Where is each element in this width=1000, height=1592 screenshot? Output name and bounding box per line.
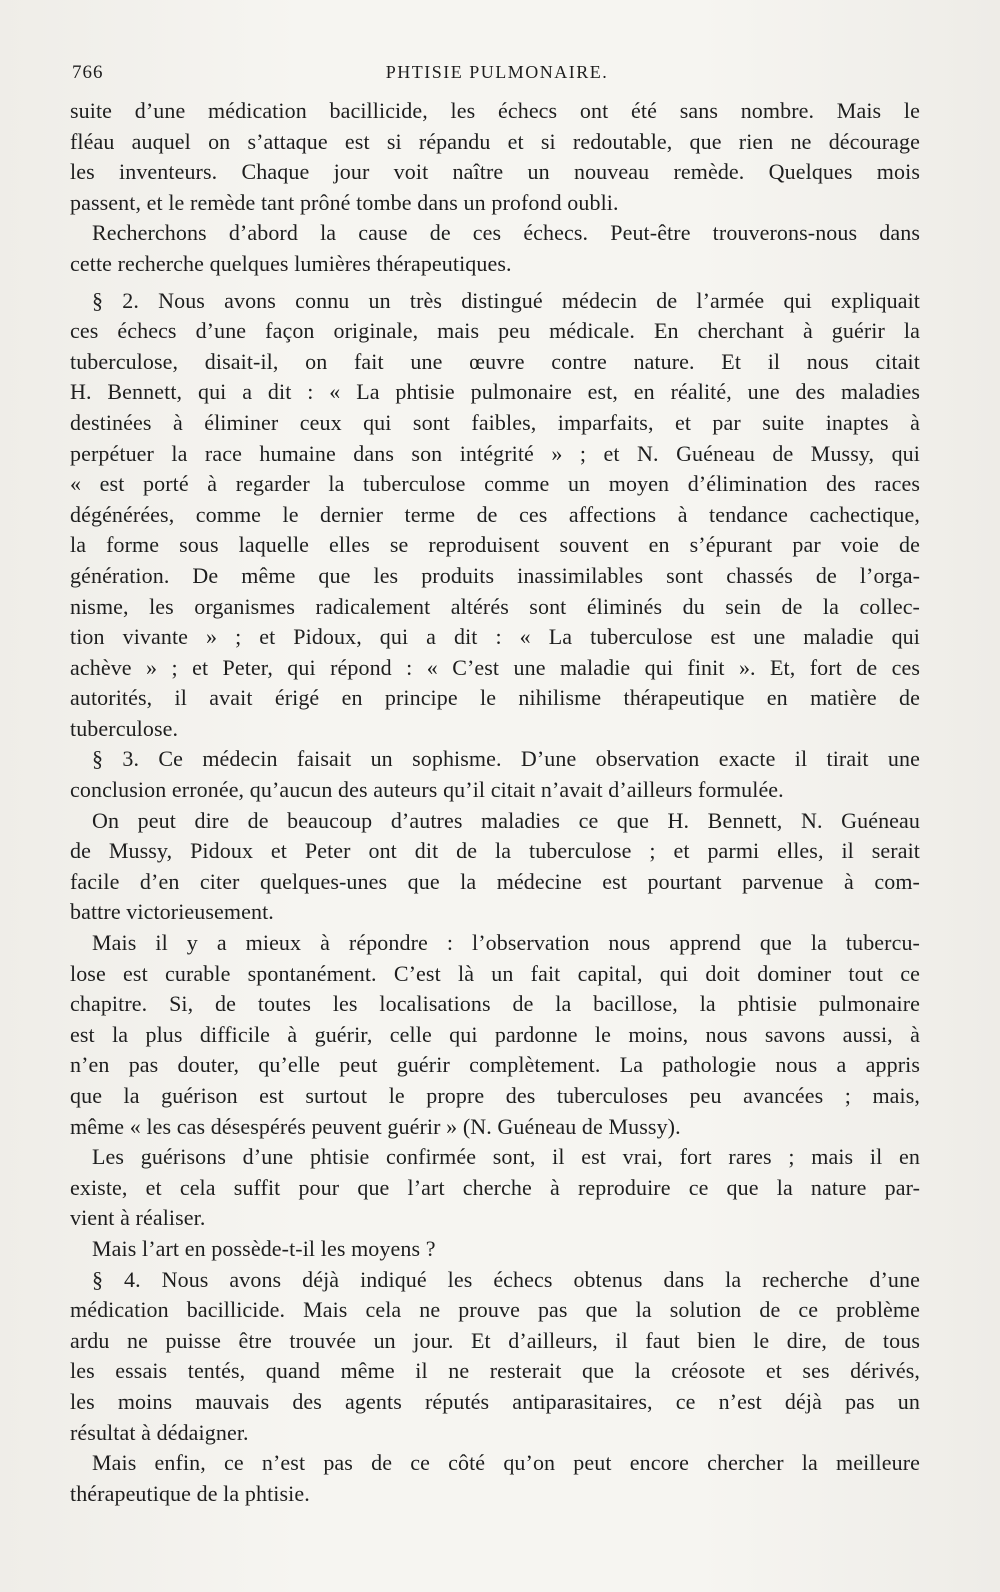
text-line: fléau auquel on s’attaque est si répandu et si redoutable, que rien ne décourage <box>70 128 920 154</box>
text-line: H. Bennett, qui a dit : « La phtisie pulmonaire est, en réalité, une des maladies <box>70 379 920 405</box>
text-line: Recherchons d’abord la cause de ces échecs. Peut-être trouverons-nous dans <box>92 220 920 246</box>
text-line: existe, et cela suffit pour que l’art cherche à reproduire ce que la nature par- <box>70 1174 920 1200</box>
text-line: thérapeutique de la phtisie. <box>70 1480 310 1506</box>
text-line: tion vivante » ; et Pidoux, qui a dit : « La tuberculose est une maladie qui <box>70 624 920 650</box>
text-line: de Mussy, Pidoux et Peter ont dit de la tuberculose ; et parmi elles, il serait <box>70 838 920 864</box>
text-line: les inventeurs. Chaque jour voit naître un nouveau remède. Quelques mois <box>70 159 920 185</box>
page-header <box>72 62 922 88</box>
text-line: Les guérisons d’une phtisie confirmée sont, il est vrai, fort rares ; mais il en <box>92 1144 920 1170</box>
text-line: suite d’une médication bacillicide, les échecs ont été sans nombre. Mais le <box>70 98 920 123</box>
text-line: vient à réaliser. <box>70 1205 206 1231</box>
text-line: conclusion erronée, qu’aucun des auteurs qu’il citait n’avait d’ailleurs formulée. <box>70 777 784 803</box>
text-line: lose est curable spontanément. C’est là un fait capital, qui doit dominer tout ce <box>70 960 920 986</box>
text-line: ardu ne puisse être trouvée un jour. Et d’ailleurs, il faut bien le dire, de tous <box>70 1327 920 1353</box>
text-line: les essais tentés, quand même il ne resterait que la créosote et ses dérivés, <box>70 1358 920 1384</box>
text-line: chapitre. Si, de toutes les localisations de la bacillose, la phtisie pulmonaire <box>70 991 920 1017</box>
text-line: médication bacillicide. Mais cela ne prouve pas que la solution de ce problème <box>70 1297 920 1323</box>
text-line: facile d’en citer quelques-unes que la médecine est pourtant parvenue à com- <box>70 868 920 894</box>
text-line: génération. De même que les produits inassimilables sont chassés de l’orga- <box>70 562 920 588</box>
running-title: PHTISIE PULMONAIRE. <box>385 62 609 82</box>
text-line: battre victorieusement. <box>70 899 274 925</box>
text-line: est la plus difficile à guérir, celle qui pardonne le moins, nous savons aussi, à <box>70 1021 920 1047</box>
text-line: que la guérison est surtout le propre des tuberculoses peu avancées ; mais, <box>70 1083 920 1108</box>
text-line: § 4. Nous avons déjà indiqué les échecs obtenus dans la recherche d’une <box>92 1266 920 1292</box>
text-line: perpétuer la race humaine dans son intégrité » ; et N. Guéneau de Mussy, qui <box>70 440 920 466</box>
text-line: destinées à éliminer ceux qui sont faibles, imparfaits, et par suite inaptes à <box>70 409 920 435</box>
text-line: autorités, il avait érigé en principe le nihilisme thérapeutique en matière de <box>70 685 920 711</box>
text-line: tuberculose. <box>70 715 179 741</box>
page-number: 766 <box>72 62 104 83</box>
text-line: la forme sous laquelle elles se reproduisent souvent en s’épurant par voie de <box>70 532 920 558</box>
text-line: § 2. Nous avons connu un très distingué médecin de l’armée qui expliquait <box>92 287 920 313</box>
text-line: ces échecs d’une façon originale, mais peu médicale. En cherchant à guérir la <box>70 318 920 344</box>
text-line: Mais enfin, ce n’est pas de ce côté qu’on peut encore chercher la meilleure <box>92 1450 920 1476</box>
text-line: On peut dire de beaucoup d’autres maladies ce que H. Bennett, N. Guéneau <box>92 807 920 833</box>
text-line: résultat à dédaigner. <box>70 1419 249 1445</box>
text-line: tuberculose, disait-il, on fait une œuvre contre nature. Et il nous citait <box>70 348 920 374</box>
text-line: même « les cas désespérés peuvent guérir » (N. Guéneau de Mussy). <box>70 1113 681 1139</box>
text-line: passent, et le remède tant prôné tombe dans un profond oubli. <box>70 189 619 215</box>
text-line: « est porté à regarder la tuberculose comme un moyen d’élimination des races <box>70 471 920 497</box>
body-text <box>70 96 920 1509</box>
text-line: les moins mauvais des agents réputés antiparasitaires, ce n’est déjà pas un <box>70 1388 920 1414</box>
text-line: Mais il y a mieux à répondre : l’observation nous apprend que la tubercu- <box>92 930 920 956</box>
text-line: Mais l’art en possède-t-il les moyens ? <box>92 1235 436 1261</box>
text-line: § 3. Ce médecin faisait un sophisme. D’une observation exacte il tirait une <box>92 746 920 772</box>
text-line: achève » ; et Peter, qui répond : « C’est une maladie qui finit ». Et, fort de ces <box>70 654 920 680</box>
text-line: nisme, les organismes radicalement altérés sont éliminés du sein de la collec- <box>70 593 920 619</box>
text-line: dégénérées, comme le dernier terme de ces affections à tendance cachectique, <box>70 501 920 527</box>
text-line: n’en pas douter, qu’elle peut guérir complètement. La pathologie nous a appris <box>70 1052 920 1078</box>
text-line: cette recherche quelques lumières thérapeutiques. <box>70 250 512 276</box>
